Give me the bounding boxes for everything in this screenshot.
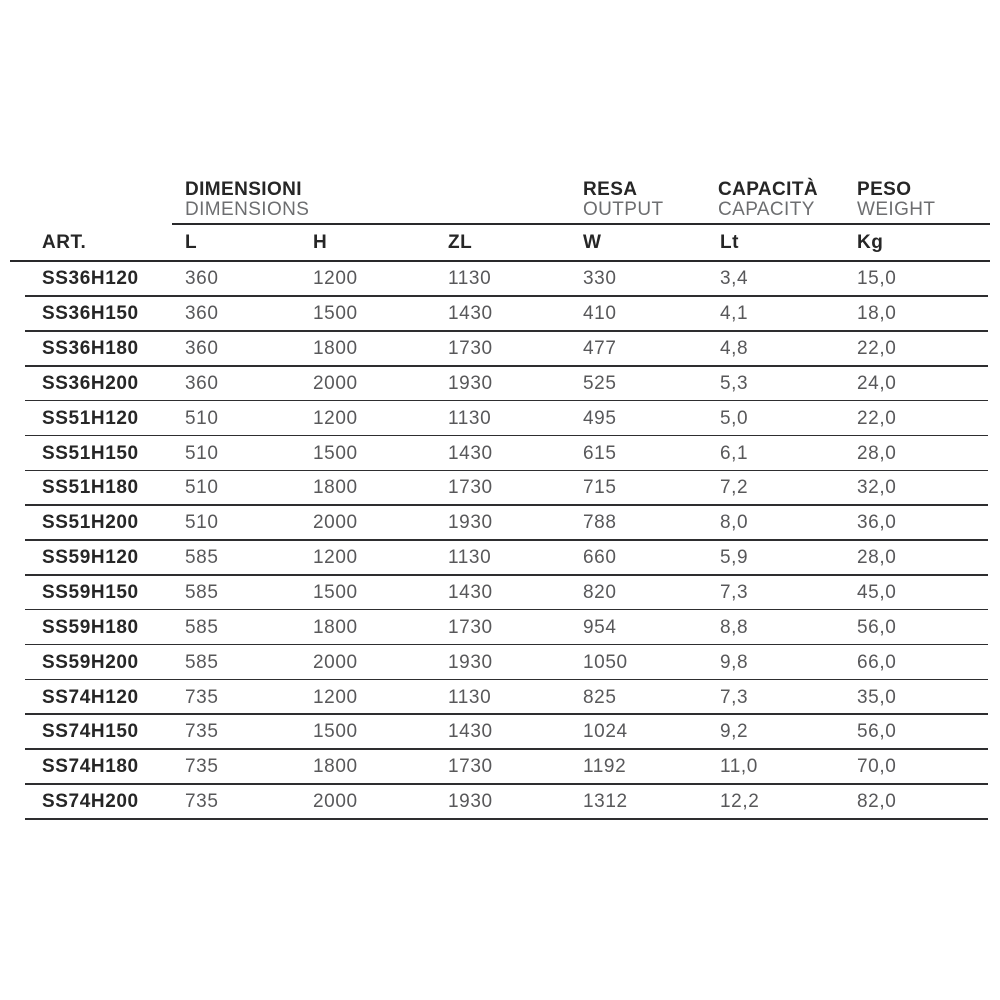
cell-kg: 15,0 bbox=[857, 268, 897, 290]
cell-w: 495 bbox=[583, 407, 617, 429]
cell-art: SS59H150 bbox=[42, 582, 139, 604]
specification-table bbox=[10, 180, 990, 820]
cell-w: 410 bbox=[583, 303, 617, 325]
table-body bbox=[10, 262, 990, 820]
cell-h: 2000 bbox=[313, 372, 358, 394]
group-label-resa: RESA bbox=[583, 179, 638, 200]
cell-kg: 66,0 bbox=[857, 651, 897, 673]
cell-zl: 1430 bbox=[448, 303, 493, 325]
group-header-capacity bbox=[718, 180, 818, 220]
cell-w: 825 bbox=[583, 686, 617, 708]
column-header-zl: ZL bbox=[448, 231, 473, 253]
cell-art: SS51H150 bbox=[42, 442, 139, 464]
cell-lt: 5,0 bbox=[720, 407, 749, 429]
table-row bbox=[10, 576, 990, 611]
group-label-output: OUTPUT bbox=[583, 199, 664, 220]
column-header-row bbox=[10, 225, 990, 262]
cell-lt: 5,9 bbox=[720, 547, 749, 569]
cell-w: 1024 bbox=[583, 721, 628, 743]
cell-art: SS59H200 bbox=[42, 651, 139, 673]
cell-lt: 4,8 bbox=[720, 338, 749, 360]
column-header-l: L bbox=[185, 231, 198, 253]
cell-lt: 12,2 bbox=[720, 791, 760, 813]
cell-kg: 35,0 bbox=[857, 686, 897, 708]
table-row bbox=[10, 610, 990, 645]
cell-zl: 1930 bbox=[448, 791, 493, 813]
cell-w: 330 bbox=[583, 268, 617, 290]
cell-art: SS36H180 bbox=[42, 338, 139, 360]
table-row bbox=[10, 785, 990, 820]
cell-kg: 28,0 bbox=[857, 442, 897, 464]
cell-lt: 8,8 bbox=[720, 616, 749, 638]
cell-lt: 9,8 bbox=[720, 651, 749, 673]
cell-art: SS74H180 bbox=[42, 756, 139, 778]
table-row bbox=[10, 367, 990, 402]
cell-l: 510 bbox=[185, 477, 219, 499]
cell-zl: 1130 bbox=[448, 547, 492, 569]
cell-l: 360 bbox=[185, 338, 219, 360]
cell-h: 2000 bbox=[313, 651, 358, 673]
cell-lt: 3,4 bbox=[720, 268, 749, 290]
cell-zl: 1730 bbox=[448, 338, 493, 360]
cell-h: 1200 bbox=[313, 547, 358, 569]
cell-w: 477 bbox=[583, 338, 617, 360]
column-header-kg: Kg bbox=[857, 231, 884, 253]
cell-w: 660 bbox=[583, 547, 617, 569]
cell-kg: 70,0 bbox=[857, 756, 897, 778]
column-header-w: W bbox=[583, 231, 602, 253]
cell-zl: 1430 bbox=[448, 721, 493, 743]
table-row bbox=[10, 471, 990, 506]
cell-lt: 11,0 bbox=[720, 756, 758, 778]
cell-h: 1500 bbox=[313, 442, 358, 464]
group-label-capacita: CAPACITÀ bbox=[718, 179, 818, 200]
cell-lt: 7,3 bbox=[720, 582, 749, 604]
cell-w: 1312 bbox=[583, 791, 628, 813]
cell-h: 1500 bbox=[313, 721, 358, 743]
table-row bbox=[10, 332, 990, 367]
cell-h: 1800 bbox=[313, 338, 358, 360]
cell-l: 360 bbox=[185, 268, 219, 290]
cell-l: 735 bbox=[185, 721, 219, 743]
cell-art: SS74H120 bbox=[42, 686, 139, 708]
group-label-peso: PESO bbox=[857, 179, 912, 200]
cell-zl: 1730 bbox=[448, 756, 493, 778]
group-header-row bbox=[10, 180, 990, 225]
cell-zl: 1930 bbox=[448, 512, 493, 534]
cell-w: 954 bbox=[583, 616, 617, 638]
cell-h: 1200 bbox=[313, 686, 358, 708]
group-header-dimensions bbox=[185, 180, 309, 220]
cell-w: 1192 bbox=[583, 756, 627, 778]
table-row bbox=[10, 297, 990, 332]
cell-zl: 1930 bbox=[448, 372, 493, 394]
table-row bbox=[10, 541, 990, 576]
cell-l: 510 bbox=[185, 512, 219, 534]
cell-l: 585 bbox=[185, 651, 219, 673]
cell-kg: 56,0 bbox=[857, 616, 897, 638]
cell-w: 788 bbox=[583, 512, 617, 534]
cell-w: 820 bbox=[583, 582, 617, 604]
group-header-weight bbox=[857, 180, 935, 220]
cell-lt: 6,1 bbox=[720, 442, 749, 464]
cell-l: 585 bbox=[185, 582, 219, 604]
cell-zl: 1130 bbox=[448, 407, 492, 429]
cell-kg: 22,0 bbox=[857, 338, 897, 360]
cell-art: SS36H120 bbox=[42, 268, 139, 290]
table-row bbox=[10, 750, 990, 785]
table-row bbox=[10, 436, 990, 471]
cell-l: 585 bbox=[185, 547, 219, 569]
column-header-h: H bbox=[313, 231, 328, 253]
cell-h: 1200 bbox=[313, 407, 358, 429]
column-header-lt: Lt bbox=[720, 231, 739, 253]
cell-h: 1800 bbox=[313, 477, 358, 499]
cell-l: 360 bbox=[185, 303, 219, 325]
cell-kg: 45,0 bbox=[857, 582, 897, 604]
cell-zl: 1130 bbox=[448, 686, 492, 708]
cell-l: 510 bbox=[185, 407, 219, 429]
cell-w: 615 bbox=[583, 442, 617, 464]
cell-l: 735 bbox=[185, 791, 219, 813]
group-header-output bbox=[583, 180, 664, 220]
cell-w: 1050 bbox=[583, 651, 628, 673]
cell-art: SS74H200 bbox=[42, 791, 139, 813]
cell-art: SS36H150 bbox=[42, 303, 139, 325]
cell-l: 510 bbox=[185, 442, 219, 464]
cell-h: 1500 bbox=[313, 582, 358, 604]
cell-kg: 28,0 bbox=[857, 547, 897, 569]
cell-art: SS51H200 bbox=[42, 512, 139, 534]
cell-lt: 7,3 bbox=[720, 686, 749, 708]
cell-art: SS74H150 bbox=[42, 721, 139, 743]
cell-l: 735 bbox=[185, 756, 219, 778]
cell-zl: 1730 bbox=[448, 616, 493, 638]
group-label-capacity: CAPACITY bbox=[718, 199, 815, 220]
cell-kg: 56,0 bbox=[857, 721, 897, 743]
cell-kg: 36,0 bbox=[857, 512, 897, 534]
cell-lt: 7,2 bbox=[720, 477, 749, 499]
group-label-dimensioni: DIMENSIONI bbox=[185, 179, 302, 200]
cell-l: 585 bbox=[185, 616, 219, 638]
cell-l: 360 bbox=[185, 372, 219, 394]
cell-art: SS36H200 bbox=[42, 372, 139, 394]
cell-kg: 22,0 bbox=[857, 407, 897, 429]
cell-kg: 24,0 bbox=[857, 372, 897, 394]
cell-zl: 1430 bbox=[448, 442, 493, 464]
cell-h: 2000 bbox=[313, 791, 358, 813]
cell-kg: 82,0 bbox=[857, 791, 897, 813]
table-row bbox=[10, 715, 990, 750]
table-row bbox=[10, 506, 990, 541]
cell-zl: 1930 bbox=[448, 651, 493, 673]
cell-zl: 1430 bbox=[448, 582, 493, 604]
cell-lt: 5,3 bbox=[720, 372, 749, 394]
table-row bbox=[10, 401, 990, 436]
cell-art: SS59H180 bbox=[42, 616, 139, 638]
cell-lt: 4,1 bbox=[720, 303, 749, 325]
cell-lt: 9,2 bbox=[720, 721, 749, 743]
cell-w: 715 bbox=[583, 477, 617, 499]
cell-lt: 8,0 bbox=[720, 512, 749, 534]
cell-kg: 18,0 bbox=[857, 303, 897, 325]
table-row bbox=[10, 262, 990, 297]
cell-h: 1500 bbox=[313, 303, 358, 325]
cell-w: 525 bbox=[583, 372, 617, 394]
cell-l: 735 bbox=[185, 686, 219, 708]
cell-kg: 32,0 bbox=[857, 477, 897, 499]
cell-zl: 1730 bbox=[448, 477, 493, 499]
group-label-weight: WEIGHT bbox=[857, 199, 936, 220]
cell-zl: 1130 bbox=[448, 268, 492, 290]
table-row bbox=[10, 645, 990, 680]
cell-art: SS59H120 bbox=[42, 547, 139, 569]
cell-art: SS51H180 bbox=[42, 477, 139, 499]
cell-h: 2000 bbox=[313, 512, 358, 534]
cell-h: 1200 bbox=[313, 268, 358, 290]
cell-h: 1800 bbox=[313, 616, 358, 638]
column-header-art: ART. bbox=[42, 231, 87, 253]
cell-h: 1800 bbox=[313, 756, 358, 778]
cell-art: SS51H120 bbox=[42, 407, 139, 429]
group-label-dimensions: DIMENSIONS bbox=[185, 199, 310, 220]
table-row bbox=[10, 680, 990, 715]
